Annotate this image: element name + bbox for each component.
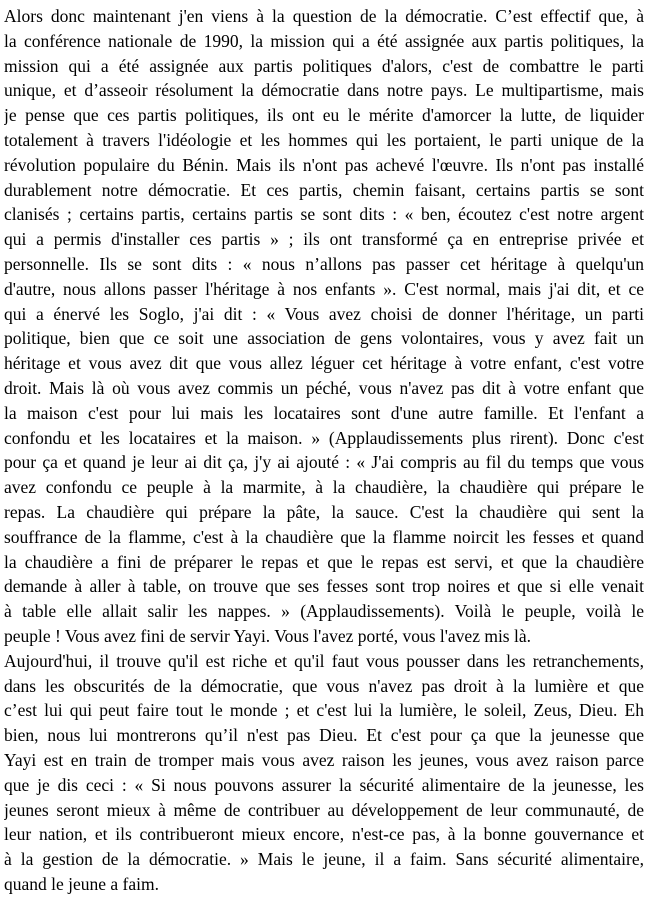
text-line: leur nation, et ils contribueront mieux encore, n'est-ce pas, à la bonne gouvernance et (4, 824, 644, 845)
text-line: c’est lui qui peut faire tout le monde ; et c'est lui la lumière, le soleil, Zeus, Dieu. Eh (4, 700, 644, 721)
text-line: bien, nous lui montrerons qu’il n'est pas Dieu. Et c'est pour ça que la jeunesse que (4, 725, 644, 746)
text-line: la conférence nationale de 1990, la mission qui a été assignée aux partis politiques, la (4, 30, 644, 51)
body-paragraph (4, 4, 644, 897)
text-line: dans les obscurités de la démocratie, que vous n'avez pas droit à la lumière et que (4, 675, 644, 696)
text-line: souffrance de la flamme, c'est à la chaudière que la flamme noircit les fesses et quand (4, 526, 644, 547)
text-line: la maison c'est pour lui mais les locataires sont d'une autre famille. Et l'enfant a (4, 402, 644, 423)
text-line: durablement notre démocratie. Et ces partis, chemin faisant, certains partis se sont (4, 179, 644, 200)
text-line: Aujourd'hui, il trouve qu'il est riche et qu'il faut vous pousser dans les retranchements, (4, 650, 644, 671)
text-line: clanisés ; certains partis, certains partis se sont dits : « ben, écoutez c'est notre argent (4, 204, 644, 225)
text-line: à table elle allait salir les nappes. » (Applaudissements). Voilà le peuple, voilà le (4, 601, 644, 622)
text-line: personnelle. Ils se sont dits : « nous n’allons pas passer cet héritage à quelqu'un (4, 253, 644, 274)
text-line: quand le jeune a faim. (4, 873, 160, 894)
text-line: révolution populaire du Bénin. Mais ils n'ont pas achevé l'œuvre. Ils n'ont pas installé (4, 154, 644, 175)
text-line: confondu et les locataires et la maison. » (Applaudissements plus rirent). Donc c'est (4, 427, 644, 448)
document-page (4, 4, 644, 897)
text-line: pour ça et quand je leur ai dit ça, j'y ai ajouté : « J'ai compris au fil du temps que vous (4, 452, 644, 473)
text-line: héritage et vous avez dit que vous allez léguer cet héritage à votre enfant, c'est votre (4, 353, 644, 374)
text-line: qui a énervé les Soglo, j'ai dit : « Vous avez choisi de donner l'héritage, un parti (4, 303, 644, 324)
text-line: d'autre, nous allons passer l'héritage à nos enfants ». C'est normal, mais j'ai dit, et ce (4, 278, 644, 299)
text-line: unique, et d’asseoir résolument la démocratie dans notre pays. Le multipartisme, mais (4, 80, 644, 101)
text-line: je pense que ces partis politiques, ils ont eu le mérite d'amorcer la lutte, de liquider (4, 105, 644, 126)
text-line: avez confondu ce peuple à la marmite, à la chaudière, la chaudière qui prépare le (4, 477, 644, 498)
text-line: demande à aller à table, on trouve que ses fesses sont trop noires et que si elle venait (4, 576, 644, 597)
text-line: Yayi est en train de tromper mais vous avez raison les jeunes, vous avez raison parce (4, 749, 644, 770)
text-line: repas. La chaudière qui prépare la pâte, la sauce. C'est la chaudière qui sent la (4, 501, 644, 522)
text-line: à la gestion de la démocratie. » Mais le jeune, il a faim. Sans sécurité alimentaire, (4, 849, 644, 870)
text-line: totalement à travers l'idéologie et les hommes qui les portaient, le parti unique de la (4, 129, 644, 150)
text-line: Alors donc maintenant j'en viens à la question de la démocratie. C’est effectif que, à (4, 6, 644, 26)
text-line: politique, bien que ce soit une association de gens volontaires, vous y avez fait un (4, 328, 644, 349)
text-line: qui a permis d'installer ces partis » ; ils ont transformé ça en entreprise privée et (4, 229, 644, 250)
text-line: jeunes seront mieux à même de contribuer au développement de leur communauté, de (4, 799, 644, 820)
text-line: mission qui a été assignée aux partis politiques d'alors, c'est de combattre le parti (4, 55, 644, 76)
text-line: droit. Mais là où vous avez commis un péché, vous n'avez pas dit à votre enfant que (4, 377, 644, 398)
text-line: que je dis ceci : « Si nous pouvons assurer la sécurité alimentaire de la jeunesse, les (4, 774, 644, 795)
text-line: la chaudière a fini de préparer le repas et que le repas est servi, et que la chaudière (4, 551, 644, 572)
text-line: peuple ! Vous avez fini de servir Yayi. Vous l'avez porté, vous l'avez mis là. (4, 625, 531, 646)
